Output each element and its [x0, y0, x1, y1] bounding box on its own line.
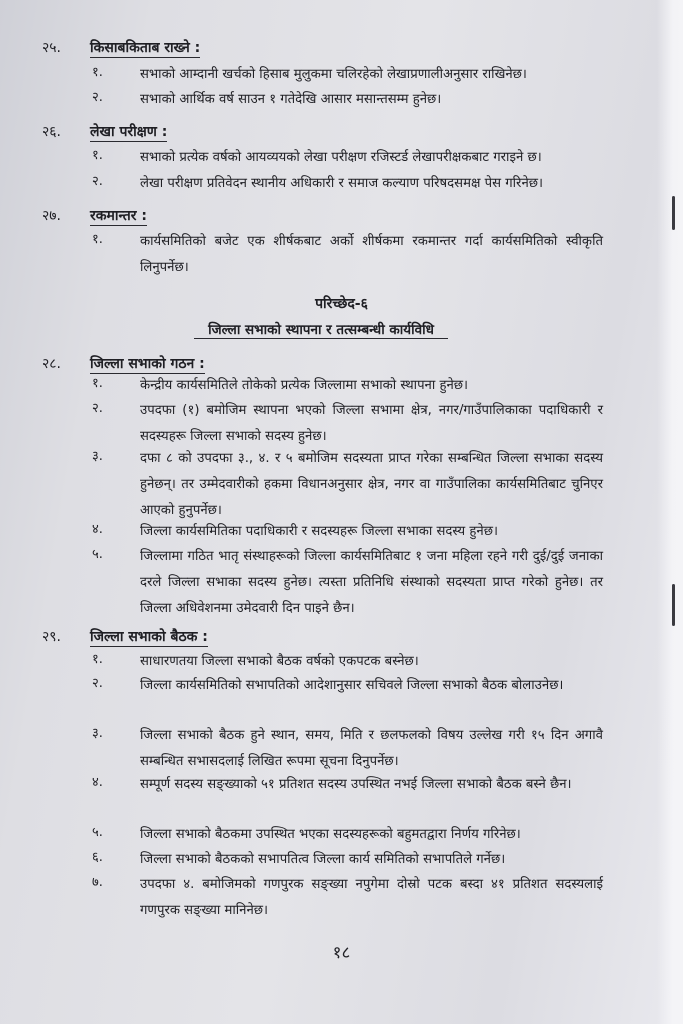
item-number: १. — [92, 376, 103, 391]
item-text: सभाको प्रत्येक वर्षको आयव्ययको लेखा परीक्षण रजिस्टर्ड लेखापरीक्षकबाट गराइने छ। — [140, 150, 542, 165]
item-number: १. — [92, 148, 103, 163]
section-number: २७. — [42, 208, 62, 224]
item-text: उपदफा (१) बमोजिम स्थापना भएको जिल्ला सभामा क्षेत्र, नगर/गाउँपालिकाका पदाधिकारी र सदस्यहरू जिल्ला सभाको सदस्य हुनेछ। — [140, 403, 603, 444]
item-number: २. — [92, 90, 103, 105]
section-title: जिल्ला सभाको बैठक : — [90, 629, 208, 645]
item-number: ६. — [92, 850, 103, 865]
item-number: २. — [92, 401, 103, 416]
item-text: जिल्लामा गठित भातृ संस्थाहरूको जिल्ला कार्यसमितिबाट १ जना महिला रहने गरी दुई/दुई जनाका दरले जिल्ला सभाका सदस्य हुनेछ। त्यस्ता प्रतिनिधि संस्थाको सदस्यता प्राप्त गरेको हुनेछ। तर जिल्ला अधिवेशनमा उमेदवारी दिन पाइने छैन। — [140, 549, 603, 616]
section-title: जिल्ला सभाको गठन : — [90, 356, 205, 372]
section-title: किसाबकिताब राख्ने : — [90, 40, 201, 56]
item-text: जिल्ला सभाको बैठकको सभापतित्व जिल्ला कार्य समितिको सभापतिले गर्नेछ। — [140, 852, 506, 867]
item-text: जिल्ला सभाको बैठकमा उपस्थित भएका सदस्यहरूको बहुमतद्वारा निर्णय गरिनेछ। — [140, 827, 521, 842]
binding-mark — [672, 196, 675, 230]
item-number: २. — [92, 174, 103, 189]
item-text: कार्यसमितिको बजेट एक शीर्षकबाट अर्को शीर्षकमा रकमान्तर गर्दा कार्यसमितिको स्वीकृति लिनुपर्नेछ। — [140, 234, 603, 275]
section-number: २६. — [42, 124, 62, 140]
item-number: ३. — [92, 726, 103, 741]
item-text: लेखा परीक्षण प्रतिवेदन स्थानीय अधिकारी र समाज कल्याण परिषदसमक्ष पेस गरिनेछ। — [140, 176, 544, 191]
page-edge-shadow — [657, 0, 683, 1024]
section-number: २८. — [42, 356, 62, 372]
item-number: ७. — [92, 875, 103, 890]
item-number: १. — [92, 232, 103, 247]
chapter-subheading: जिल्ला सभाको स्थापना र तत्सम्बन्धी कार्यविधि — [194, 320, 448, 339]
item-text: जिल्ला सभाको बैठक हुने स्थान, समय, मिति र छलफलको विषय उल्लेख गरी १५ दिन अगावै सम्बन्धित सभासदलाई लिखित रूपमा सूचना दिनुपर्नेछ। — [140, 728, 603, 769]
item-number: ४. — [92, 775, 103, 790]
item-number: ३. — [92, 449, 103, 464]
item-text: सभाको आर्थिक वर्ष साउन १ गतेदेखि आसार मसान्तसम्म हुनेछ। — [140, 92, 442, 107]
item-number: १. — [92, 652, 103, 667]
item-number: ४. — [92, 522, 103, 537]
item-text: साधारणतया जिल्ला सभाको बैठक वर्षको एकपटक बस्नेछ। — [140, 654, 419, 669]
section-title: रकमान्तर : — [90, 208, 147, 224]
item-text: दफा ८ को उपदफा ३., ४. र ५ बमोजिम सदस्यता प्राप्त गरेका सम्बन्धित जिल्ला सभाका सदस्य हुनेछन्। तर उम्मेदवारीको हकमा विधानअनुसार क्षेत्र, नगर वा गाउँपालिका कार्यसमितिबाट चुनिएर आएको हुनुपर्नेछ। — [140, 451, 603, 518]
section-title: लेखा परीक्षण : — [90, 124, 168, 140]
binding-mark — [672, 584, 675, 626]
item-text: जिल्ला कार्यसमितिका पदाधिकारी र सदस्यहरू जिल्ला सभाका सदस्य हुनेछ। — [140, 524, 498, 539]
item-text: सभाको आम्दानी खर्चको हिसाब मुलुकमा चलिरहेको लेखाप्रणालीअनुसार राखिनेछ। — [140, 67, 527, 82]
item-number: १. — [92, 65, 103, 80]
item-number: २. — [92, 676, 103, 691]
item-number: ५. — [92, 547, 103, 562]
item-number: ५. — [92, 825, 103, 840]
section-number: २९. — [42, 629, 62, 645]
item-text: केन्द्रीय कार्यसमितिले तोकेको प्रत्येक जिल्लामा सभाको स्थापना हुनेछ। — [140, 378, 469, 393]
page-number: १८ — [332, 943, 351, 963]
section-number: २५. — [42, 40, 62, 56]
item-text: सम्पूर्ण सदस्य सङ्ख्याको ५१ प्रतिशत सदस्य उपस्थित नभई जिल्ला सभाको बैठक बस्ने छैन। — [140, 777, 572, 792]
chapter-heading: परिच्छेद-६ — [315, 296, 368, 312]
item-text: उपदफा ४. बमोजिमको गणपुरक सङ्ख्या नपुगेमा दोस्रो पटक बस्दा ४१ प्रतिशत सदस्यलाई गणपुरक सङ्ख्या मानिनेछ। — [140, 877, 603, 918]
item-text: जिल्ला कार्यसमितिको सभापतिको आदेशानुसार सचिवले जिल्ला सभाको बैठक बोलाउनेछ। — [140, 678, 564, 693]
